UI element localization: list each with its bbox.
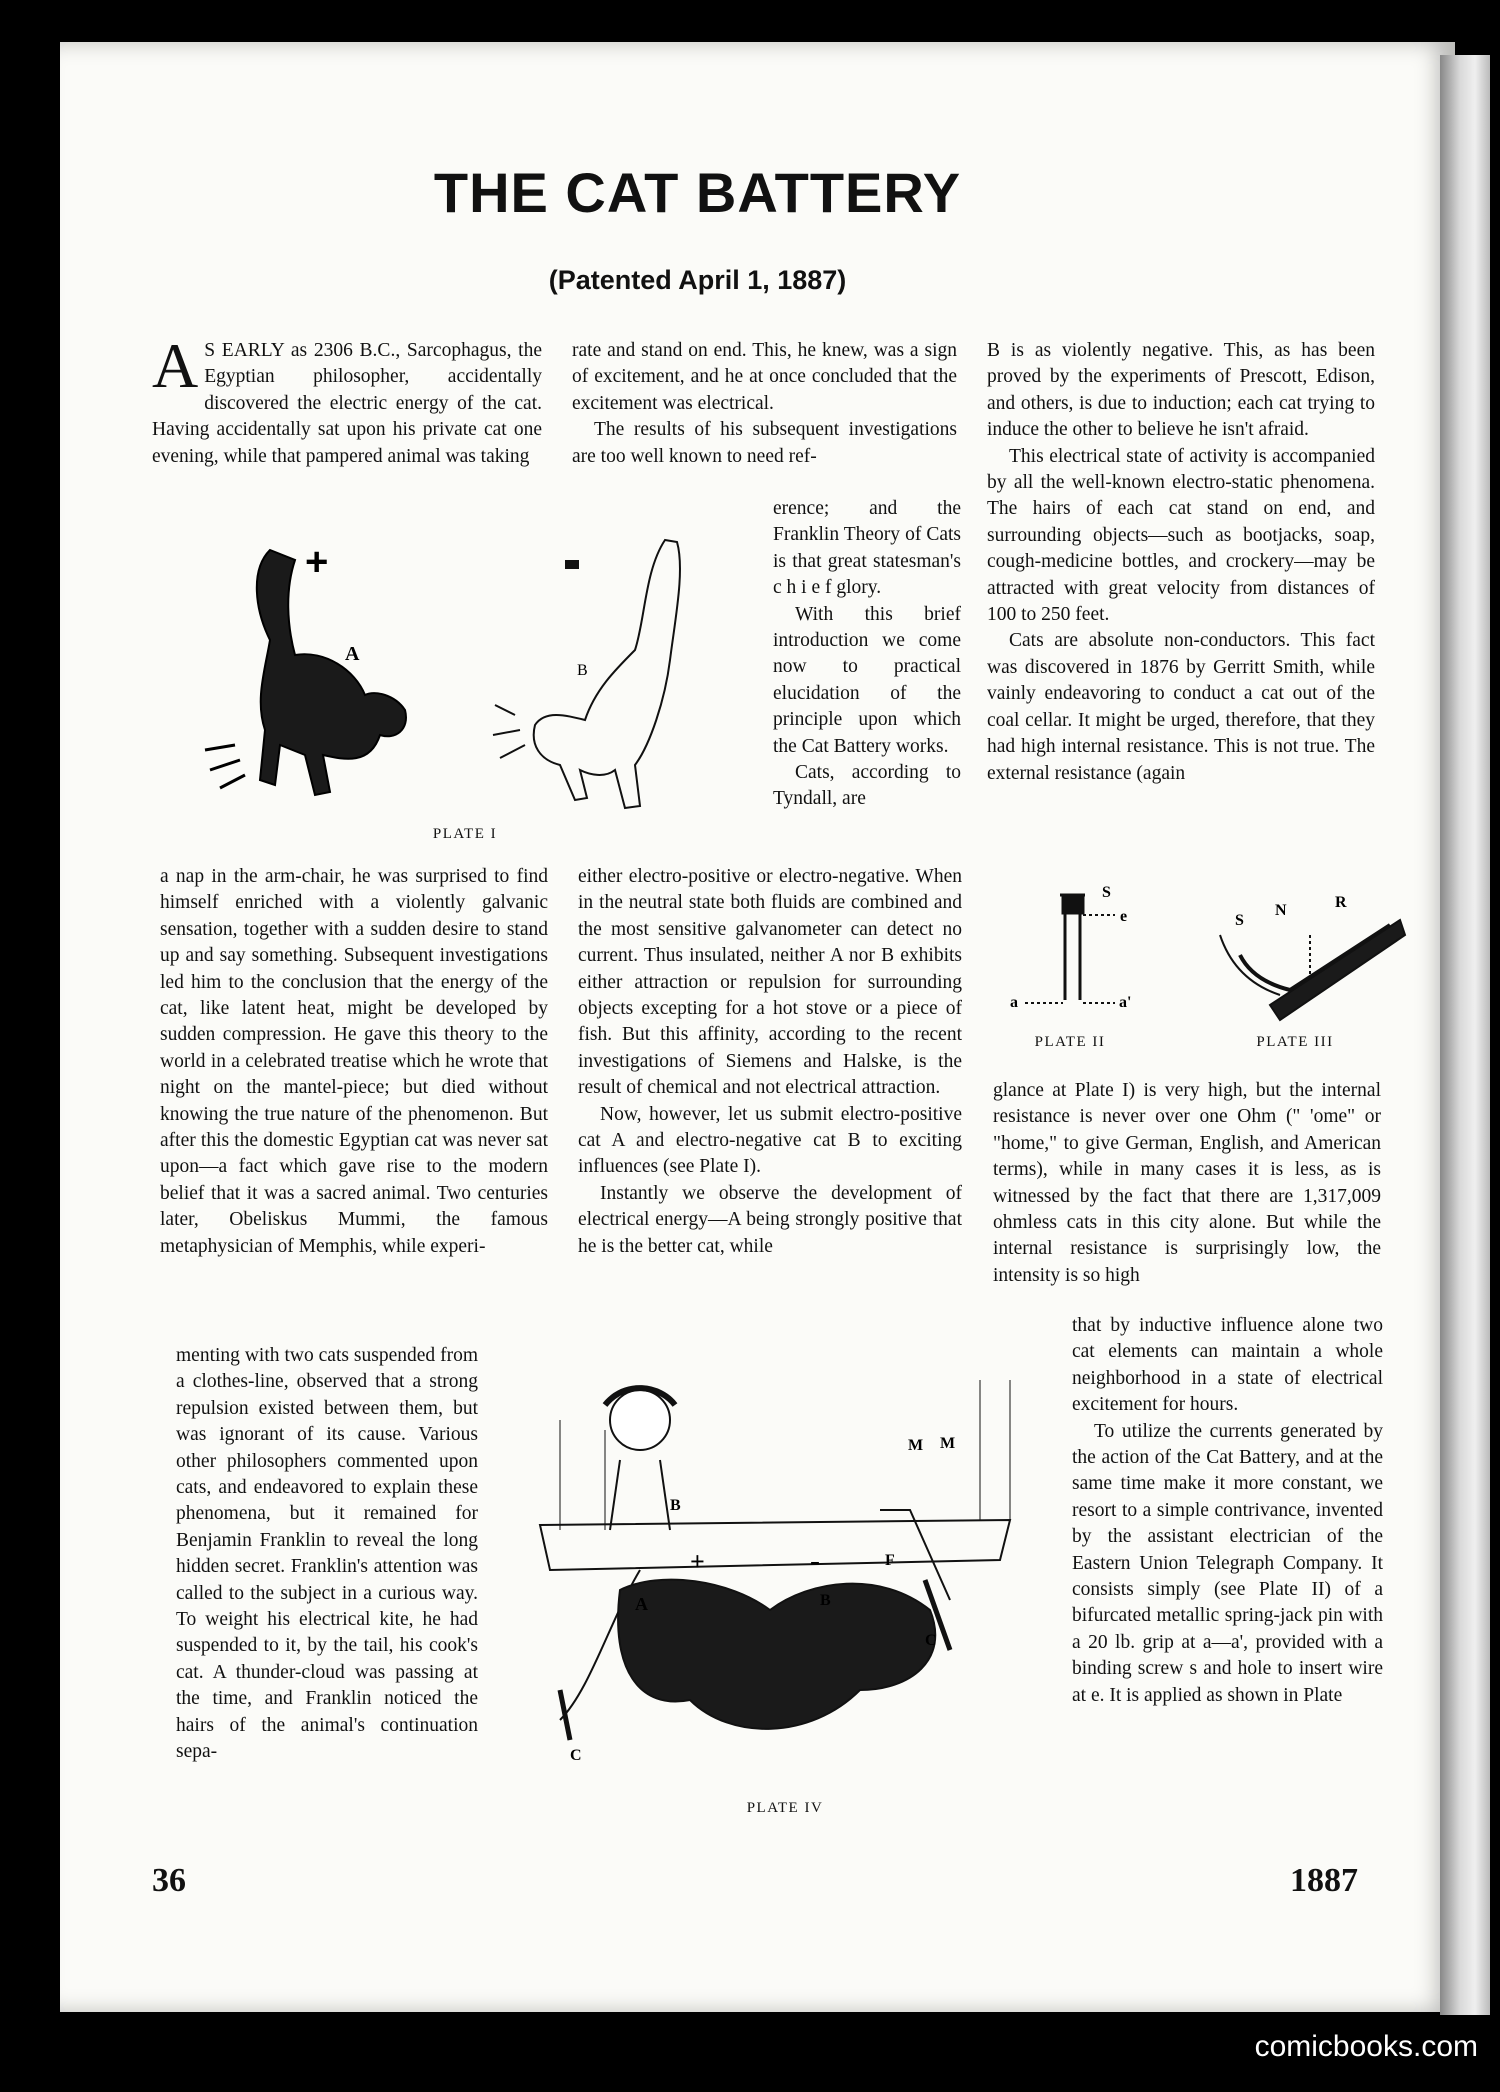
plate2-label-a: a (1010, 994, 1018, 1011)
page-spine-edge (1440, 55, 1490, 2015)
plate4-label-m-1: M (908, 1437, 924, 1454)
col2-bottom-paragraph-2: Now, however, let us submit electro-positive cat A and electro-negative cat B to exciting influences (see Plate I). (578, 1103, 962, 1178)
bathtub-scene-drawing (540, 1380, 1010, 1740)
article-title: THE CAT BATTERY (433, 161, 962, 224)
plate4-illustration (530, 1360, 1030, 1795)
page-number: 36 (152, 1862, 186, 1899)
column2-bottom-text (578, 864, 962, 1260)
col2-top-paragraph-1: rate and stand on end. This, he knew, was a sign of excitement, and he at once concluded that the excitement was electrical. (572, 340, 957, 414)
article-subtitle: (Patented April 1, 1887) (548, 265, 847, 295)
plate4-label-c-left: C (570, 1747, 582, 1764)
drop-cap: A (152, 330, 199, 401)
plate4-label-c-right: C (925, 1632, 937, 1649)
column2-top-text (572, 338, 957, 470)
col3-narrow-paragraph-1: that by inductive influence alone two cat elements can maintain a whole neighborhood in a state of electrical excitement for hours. (1072, 1315, 1383, 1416)
col2-bottom-paragraph-1: either electro-positive or electro-negative. When in the neutral state both fluids are combined and the most sensitive galvanometer can detect no current. Thus insulated, neither A nor B exhibits either attraction or repulsion for surrounding objects excepting for a hot stove or a piece of fish. But this affinity, according to the recent investigations of Siemens and Halske, is the result of chemical and not electrical attraction. (578, 866, 962, 1099)
column1-narrow-text (176, 1343, 478, 1766)
plate4-label-b-cat: B (820, 1592, 831, 1609)
plate3-label-r: R (1335, 894, 1347, 911)
plate4-minus-sign: - (810, 1544, 820, 1577)
column3-narrow-text (1072, 1313, 1383, 1709)
plate2-caption: PLATE II (1034, 1034, 1106, 1050)
plate3-label-n: N (1275, 902, 1287, 919)
col1-bottom-paragraph: a nap in the arm-chair, he was surprised to find himself enriched with a violently galvanic sensation, together with a sudden desire to stand up and say something. Subsequent investigations led him to the conclusion that the energy of the cat, like latent heat, might be developed by sudden compression. He gave this theory to the world in a celebrated treatise which he wrote that night on the mantel-piece; but died without knowing the true nature of the phenomenon. But after this the domestic Egyptian cat was never sat upon—a fact which gave rise to the modern belief that it was a sacred animal. Two centuries later, Obeliskus Mummi, the famous metaphysician of Memphis, while experi- (160, 866, 548, 1257)
plate1-minus-sign (565, 560, 579, 569)
plate4-label-b-tub: B (670, 1497, 681, 1514)
col2-bottom-paragraph-3: Instantly we observe the development of electrical energy—A being strongly positive that he is the better cat, while (578, 1182, 962, 1257)
cat-tail-clip-drawing (1220, 920, 1405, 1020)
column3-top-text (987, 338, 1375, 787)
plate3-label-s: S (1235, 912, 1244, 929)
col1-top-paragraph: S EARLY as 2306 B.C., Sarcophagus, the Egyptian philosopher, accidentally discovered the electric energy of the cat. Having accidentally sat upon his private cat one evening, while that pampered animal was taking (152, 340, 542, 467)
plate1-caption: PLATE I (432, 826, 498, 842)
spring-jack-pin-drawing (1025, 895, 1115, 1003)
col3-top-paragraph-3: Cats are absolute non-conductors. This fact was discovered in 1876 by Gerritt Smith, while vainly endeavoring to conduct a cat out of the coal cellar. It might be urged, therefore, that they had high internal resistance. This is not true. The external resistance (again (987, 630, 1375, 784)
plate1-plus-sign: + (305, 540, 329, 584)
column2-narrow-text (773, 496, 961, 813)
plate4-plus-sign: + (690, 1547, 705, 1576)
col1-narrow-paragraph: menting with two cats suspended from a clothes-line, observed that a strong repulsion existed between them, but was ignorant of its cause. Various other philosophers commented upon cats, and endeavored to explain these phenomena, but it remained for Benjamin Franklin to reveal the long hidden secret. Franklin's attention was called to the subject in a curious way. To weight his electrical kite, he had suspended to it, by the tail, his cook's cat. A thunder-cloud was passing at the time, and Franklin noticed the hairs of the animal's continuation sepa- (176, 1345, 478, 1763)
plate1-illustration (195, 530, 725, 830)
plate1-label-b: B (577, 662, 588, 679)
site-watermark: comicbooks.com (1254, 2030, 1478, 2063)
col3-mid-paragraph: glance at Plate I) is very high, but the internal resistance is never over one Ohm (" 'ome" or "home," to give German, English, and American terms), while in many cases it is less, as is witnessed by the fact that there are 1,317,009 ohmless cats in this city alone. But while the internal resistance is surprisingly low, the intensity is so high (993, 1080, 1381, 1286)
cat-a-drawing (205, 550, 406, 795)
col2-narrow-paragraph-3: Cats, according to Tyndall, are (773, 762, 961, 810)
col3-narrow-paragraph-2: To utilize the currents generated by the action of the Cat Battery, and at the same time make it more constant, we resort to a simple contrivance, invented by the assistant electrician of the Eastern Union Telegraph Company. It consists simply (see Plate II) of a bifurcated metallic spring-jack pin with a 20 lb. grip at a—a', provided with a binding screw s and hole to insert wire at e. It is applied as shown in Plate (1072, 1420, 1383, 1706)
col2-top-paragraph-2: The results of his subsequent investigations are too well known to need ref- (572, 419, 957, 467)
plate4-label-m-2: M (940, 1435, 956, 1452)
col3-top-paragraph-1: B is as violently negative. This, as has been proved by the experiments of Prescott, Edison, and others, is due to induction; each cat trying to induce the other to believe he isn't afraid. (987, 340, 1375, 441)
plate1-label-a: A (345, 643, 360, 665)
plate4-label-f: F (885, 1552, 895, 1569)
col2-narrow-paragraph-1: erence; and the Franklin Theory of Cats is that great statesman's c h i e f glory. (773, 498, 961, 599)
plate3-caption: PLATE III (1256, 1034, 1334, 1050)
plate2-illustration (1005, 885, 1155, 1015)
column1-bottom-text (160, 864, 548, 1260)
plate2-label-s: S (1102, 884, 1111, 901)
column3-mid-text (993, 1078, 1381, 1289)
col2-narrow-paragraph-2: With this brief introduction we come now to practical elucidation of the principle upon which the Cat Battery works. (773, 603, 961, 757)
plate2-label-a-prime: a' (1119, 994, 1132, 1011)
plate4-caption: PLATE IV (746, 1800, 824, 1816)
column1-top-text (152, 330, 542, 470)
plate2-label-e: e (1120, 908, 1128, 925)
col3-top-paragraph-2: This electrical state of activity is accompanied by all the well-known electro-static phenomena. The hairs of each cat stand on end, and surrounding objects—such as bootjacks, soap, cough-medicine bottles, and crockery—may be attracted with great velocity from distances of 100 to 250 feet. (987, 445, 1375, 626)
page-year: 1887 (1290, 1862, 1358, 1899)
plate3-illustration (1210, 895, 1410, 1035)
plate4-label-a: A (635, 1594, 648, 1614)
